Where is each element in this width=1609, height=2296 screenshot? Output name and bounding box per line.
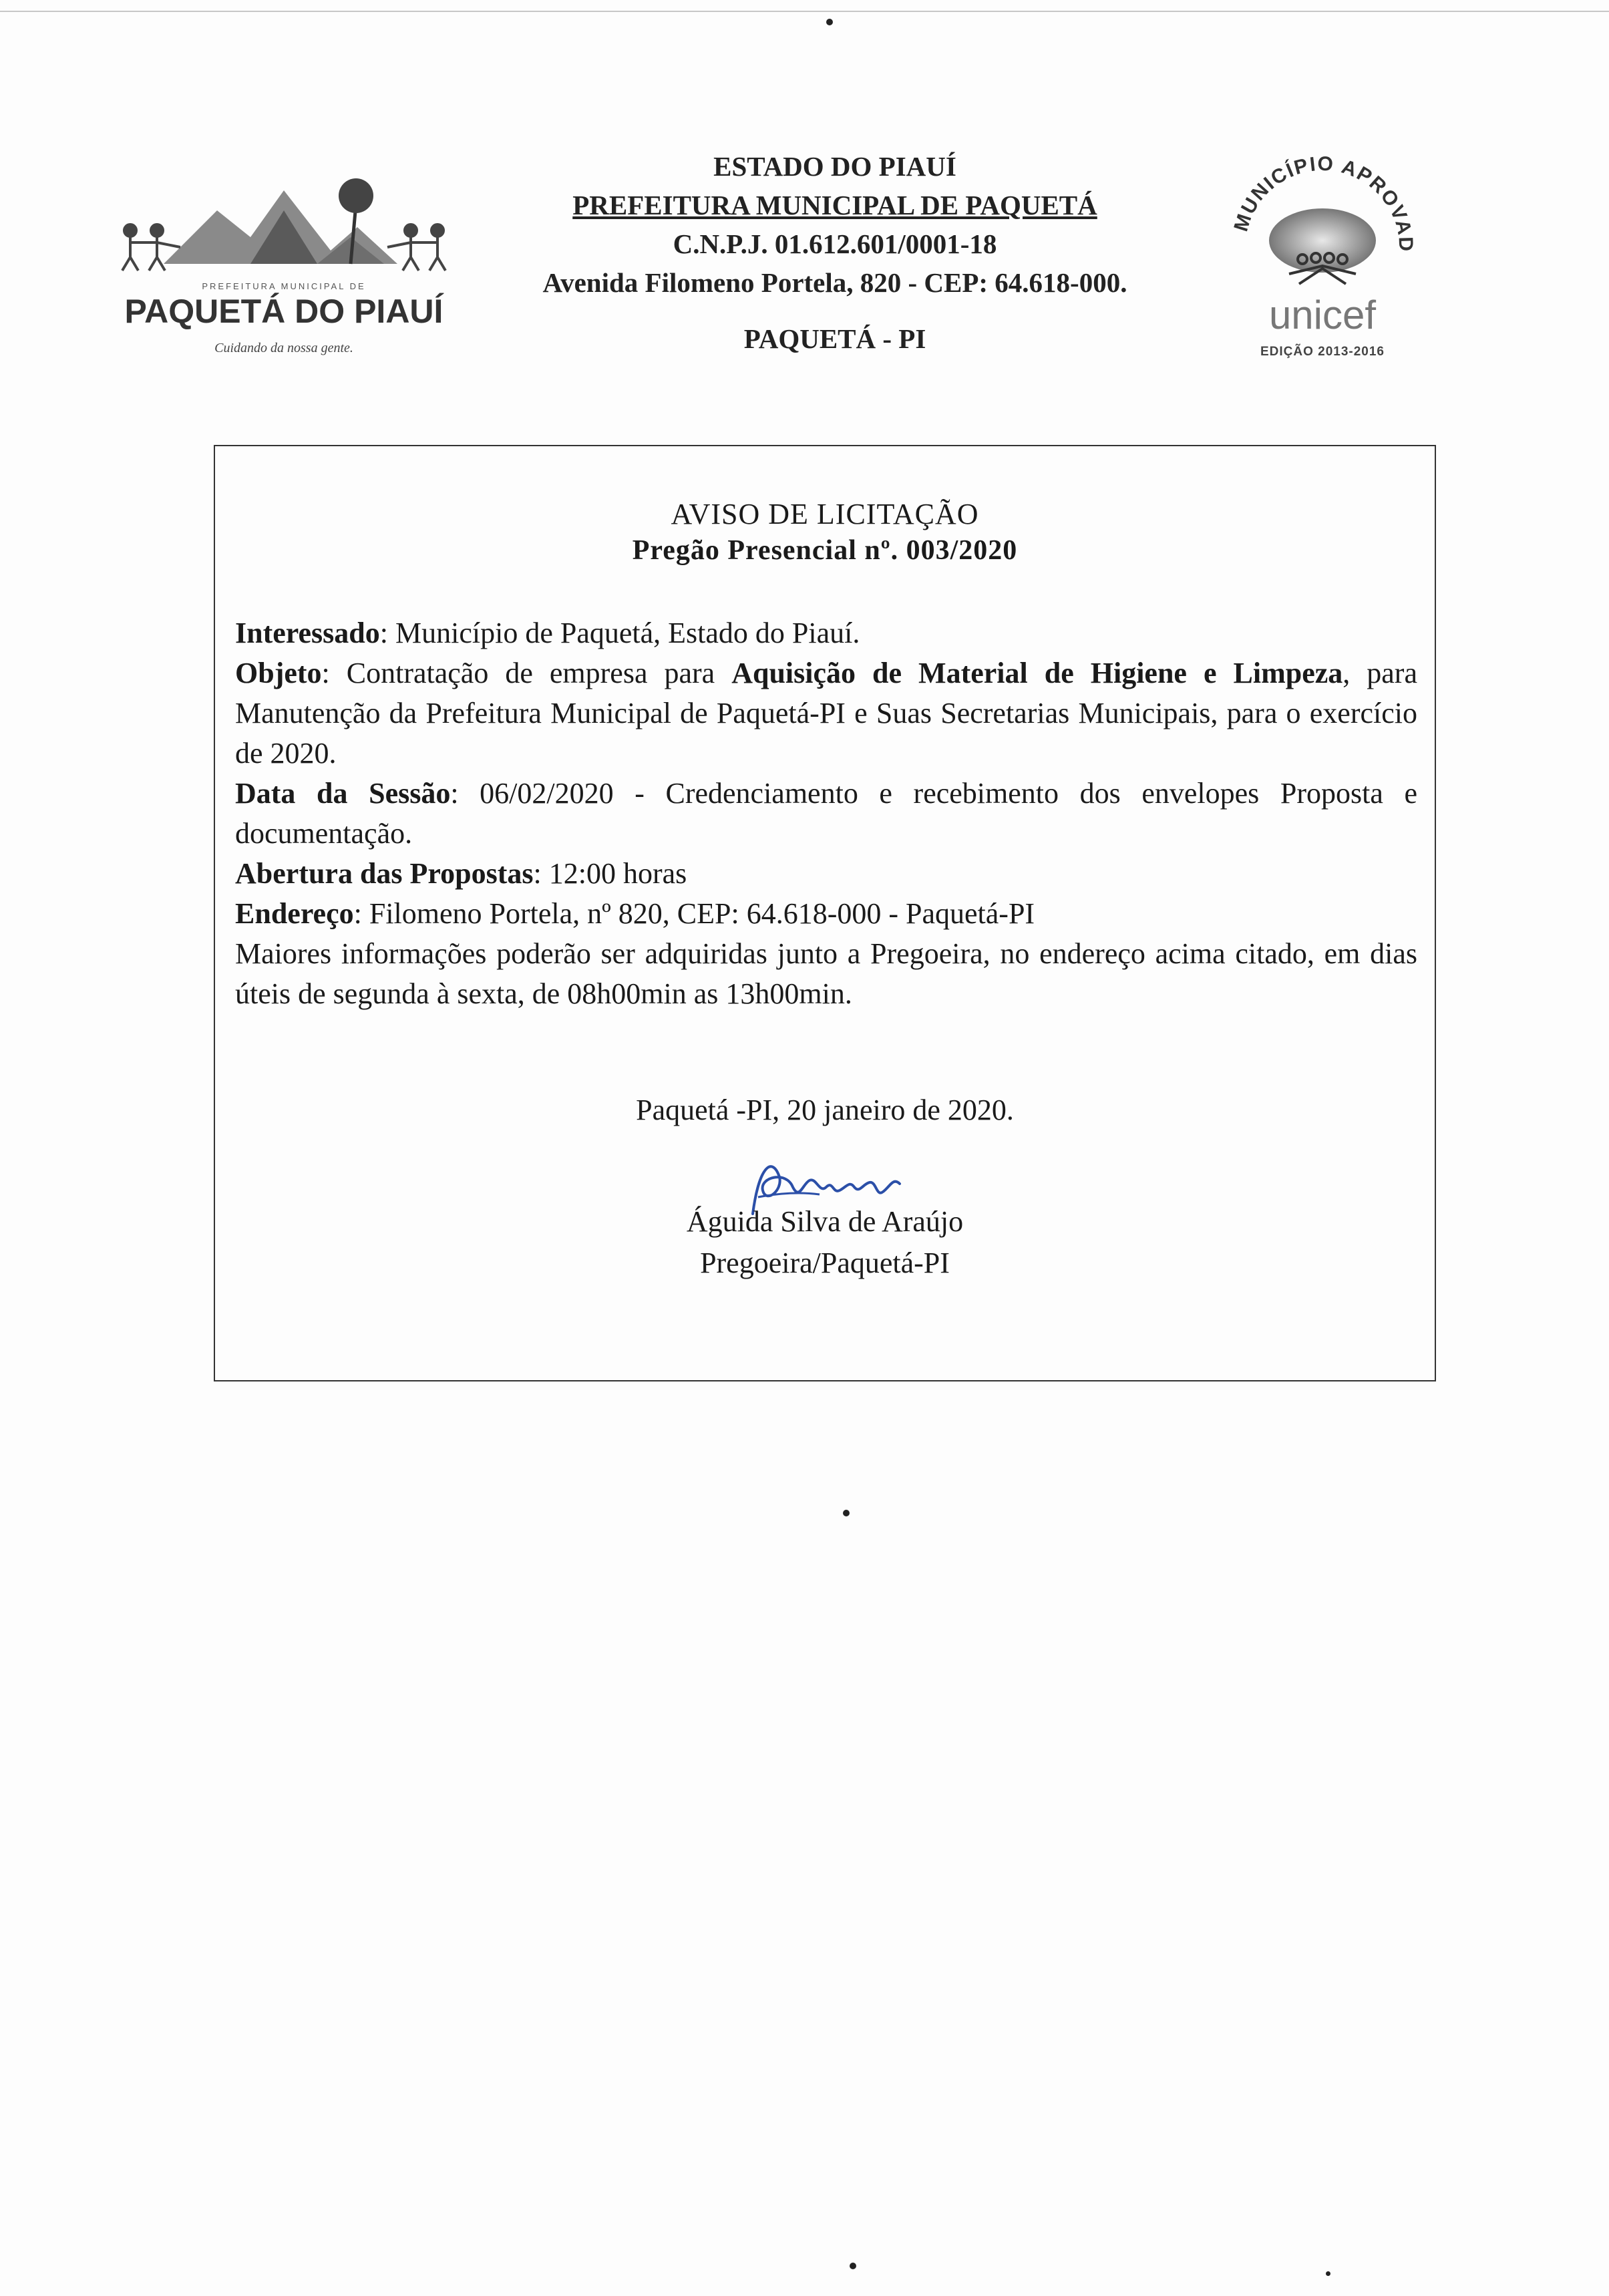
objeto-text-after: , para Manutenção da Prefeitura Municipal de Paquetá-PI e Suas Secretarias Municipais, para o exercício de 2020. (235, 657, 1417, 770)
municipal-logo (117, 164, 451, 371)
objeto-bold: Aquisição de Material de Higiene e Limpeza (731, 657, 1343, 689)
header-city: PAQUETÁ - PI (743, 323, 926, 354)
data-sessao-row (235, 774, 1417, 854)
scan-dot (1326, 2271, 1330, 2276)
notice-box (214, 445, 1436, 1381)
abertura-label: Abertura das Propostas (235, 857, 534, 890)
letterhead (461, 147, 1209, 358)
logo-name: PAQUETÁ DO PIAUÍ (124, 293, 443, 330)
notice-title: AVISO DE LICITAÇÃO (671, 498, 979, 530)
scan-dot (826, 19, 833, 25)
scan-edge-line (0, 11, 1609, 12)
scan-dot (843, 1510, 850, 1516)
interessado-value: : Município de Paquetá, Estado do Piauí. (379, 617, 860, 649)
info-paragraph: Maiores informações poderão ser adquiridas junto a Pregoeira, no endereço acima citado, em dias úteis de segunda à sexta, de 08h00min as 13h00min. (235, 937, 1417, 1010)
header-address: Avenida Filomeno Portela, 820 - CEP: 64.618-000. (542, 267, 1127, 298)
objeto-text-before: : Contratação de empresa para (321, 657, 732, 689)
signer-name: Águida Silva de Araújo (686, 1205, 964, 1238)
scan-dot (850, 2263, 856, 2269)
seal-brand: unicef (1268, 293, 1377, 337)
notice-date: Paquetá -PI, 20 janeiro de 2020. (636, 1094, 1014, 1126)
seal-arc-text: MUNICÍPIO APROVAD (1230, 152, 1417, 253)
endereco-row (235, 894, 1417, 934)
unicef-seal-graphic (1226, 140, 1419, 371)
notice-subtitle: Pregão Presencial nº. 003/2020 (632, 535, 1018, 566)
objeto-label: Objeto (235, 657, 322, 689)
interessado-row (235, 613, 1417, 653)
endereco-value: : Filomeno Portela, nº 820, CEP: 64.618-000 - Paquetá-PI (353, 897, 1035, 930)
signer-role: Pregoeira/Paquetá-PI (700, 1247, 950, 1279)
signer (215, 1201, 1435, 1284)
seal-edition: EDIÇÃO 2013-2016 (1260, 345, 1385, 359)
logo-small-text: PREFEITURA MUNICIPAL DE (202, 281, 366, 291)
unicef-seal (1226, 140, 1419, 371)
endereco-label: Endereço (235, 897, 354, 930)
header-prefeitura: PREFEITURA MUNICIPAL DE PAQUETÁ (572, 190, 1097, 220)
notice-body (235, 613, 1417, 1014)
data-sessao-label: Data da Sessão (235, 777, 451, 810)
logo-slogan: Cuidando da nossa gente. (214, 341, 353, 355)
header-cnpj: C.N.P.J. 01.612.601/0001-18 (673, 228, 997, 259)
data-sessao-value: : 06/02/2020 - Credenciamento e recebimento dos envelopes Proposta e documentação. (235, 777, 1417, 850)
header-state: ESTADO DO PIAUÍ (713, 151, 956, 182)
paqueta-logo-graphic (117, 164, 451, 371)
abertura-row (235, 854, 1417, 894)
signature-block (215, 1150, 1435, 1297)
abertura-value: : 12:00 horas (533, 857, 687, 890)
objeto-row (235, 653, 1417, 774)
interessado-label: Interessado (235, 617, 380, 649)
